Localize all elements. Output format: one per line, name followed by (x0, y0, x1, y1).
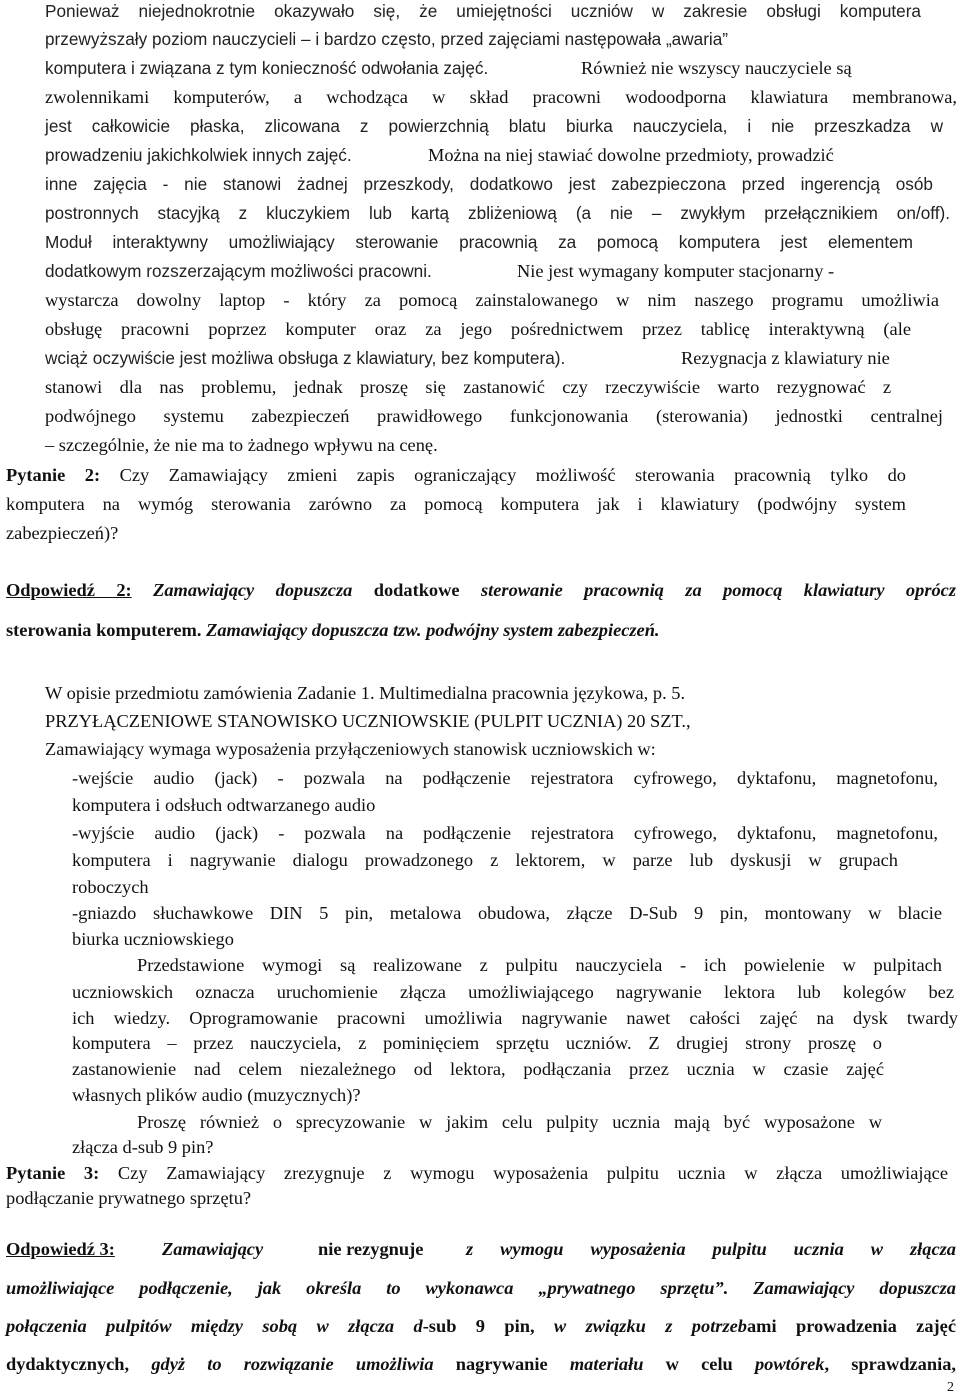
answer-text: gdyż to rozwiązanie umożliwia (129, 1354, 434, 1374)
answer-label: Odpowiedź 2: (6, 580, 132, 600)
description-line: Proszę również o sprecyzowanie w jakim celu pulpity ucznia mają być wyposażone w (137, 1112, 882, 1132)
paragraph-line: wciąż oczywiście jest możliwa obsługa z klawiatury, bez komputera). (45, 348, 566, 368)
description-line: złącza d-sub 9 pin? (72, 1137, 214, 1157)
question-line: zabezpieczeń)? (6, 523, 119, 543)
answer-text: Zamawiający (162, 1239, 264, 1259)
description-line: Przedstawione wymogi są realizowane z pulpitu nauczyciela - ich powielenie w pulpitach (137, 955, 942, 975)
paragraph-line: Rezygnacja z klawiatury nie (681, 348, 890, 368)
paragraph-line: – szczególnie, że nie ma to żadnego wpływu na cenę. (45, 435, 438, 455)
paragraph-line: zwolennikami komputerów, a wchodząca w skład pracowni wodoodporna klawiatura membranowa, (45, 87, 957, 107)
paragraph-line: Moduł interaktywny umożliwiający sterowanie pracownią za pomocą komputera jest elementem (45, 232, 913, 252)
answer-text: Zamawiający dopuszcza (131, 580, 353, 600)
answer-text: nagrywanie (433, 1354, 570, 1374)
answer-label-text: Odpowiedź 3: (6, 1239, 115, 1259)
paragraph-line: Ponieważ niejednokrotnie okazywało się, że umiejętności uczniów w zakresie obsługi komputera (45, 1, 921, 21)
description-line: komputera i odsłuch odtwarzanego audio (72, 795, 376, 815)
description-line: -wejście audio (jack) - pozwala na podłączenie rejestratora cyfrowego, dyktafonu, magnetofonu, (72, 768, 938, 788)
paragraph-line: stanowi dla nas problemu, jednak proszę się zastanowić czy rzeczywiście warto rezygnować z (45, 377, 891, 397)
answer-text: powtórek (754, 1354, 825, 1374)
answer-text: , sprawdzania, (824, 1354, 956, 1374)
paragraph-line: Można na niej stawiać dowolne przedmioty, prowadzić (428, 145, 834, 165)
answer-text: sterowania komputerem. (6, 620, 202, 640)
paragraph-line: postronnych stacyjką z kluczykiem lub kartą zbliżeniową (a nie – zwykłym przełącznikiem on/off). (45, 203, 950, 223)
answer-line (6, 619, 660, 641)
paragraph-line: Również nie wszyscy nauczyciele są (581, 58, 852, 78)
answer-line (6, 1315, 956, 1337)
paragraph-line: Nie jest wymagany komputer stacjonarny - (517, 261, 835, 281)
answer-line: umożliwiające podłączenie, jak określa to wykonawca „prywatnego sprzętu”. Zamawiający dopuszcza (6, 1278, 956, 1298)
paragraph-line: obsługę pracowni poprzez komputer oraz za jego pośrednictwem przez tablicę interaktywną (ale (45, 319, 911, 339)
question-label: Pytanie 2: (6, 465, 101, 485)
description-line: komputera i nagrywanie dialogu prowadzonego z lektorem, w parze lub dyskusji w grupach (72, 850, 898, 870)
page-number: 2 (947, 1380, 954, 1395)
answer-text: w celu (643, 1354, 755, 1374)
answer-line (6, 1353, 956, 1375)
question-line: komputera na wymóg sterowania zarówno za pomocą komputera jak i klawiatury (podwójny system (6, 494, 906, 514)
answer-text: nie rezygnuje (318, 1239, 424, 1259)
description-line: zastanowienie nad celem niezależnego od lektora, podłączania przez ucznia w czasie zajęć (72, 1059, 884, 1079)
answer-text: sterowanie pracownią za pomocą klawiatury oprócz (481, 580, 956, 600)
paragraph-fragment: komputera i związana z tym konieczność odwołania zajęć. (45, 58, 489, 78)
paragraph-line: dodatkowym rozszerzającym możliwości pracowni. (45, 261, 432, 281)
paragraph-line (45, 57, 488, 79)
answer-text: materiału (569, 1354, 644, 1374)
paragraph-line: prowadzeniu jakichkolwiek innych zajęć. (45, 145, 352, 165)
question-3 (6, 1162, 948, 1184)
description-line: biurka uczniowskiego (72, 929, 234, 949)
description-line: ich wiedzy. Oprogramowanie pracowni umożliwia nagrywanie nawet całości zajęć na dysk twardy (72, 1008, 958, 1028)
question-label: Pytanie 3: (6, 1163, 100, 1183)
paragraph-line: przewyższały poziom nauczycieli – i bardzo często, przed zajęciami następowała „awaria” (45, 29, 729, 49)
paragraph-line: podwójnego systemu zabezpieczeń prawidłowego funkcjonowania (sterowania) jednostki centralnej (45, 406, 943, 426)
paragraph-line: jest całkowicie płaska, zlicowana z powierzchnią blatu biurka nauczyciela, i nie przeszkadza w (45, 116, 943, 136)
description-line: uczniowskich oznacza uruchomienie złącza umożliwiającego nagrywanie lektora lub kolegów bez (72, 982, 954, 1002)
question-text: Czy Zamawiający zrezygnuje z wymogu wyposażenia pulpitu ucznia w złącza umożliwiające (99, 1163, 949, 1183)
answer-text: połączenia pulpitów między sobą w złącza d (6, 1316, 423, 1336)
paragraph-line: inne zajęcia - nie stanowi żadnej przeszkody, dodatkowo jest zabezpieczona przed ingerencją osób (45, 174, 933, 194)
description-line: -wyjście audio (jack) - pozwala na podłączenie rejestratora cyfrowego, dyktafonu, magnetofonu, (72, 823, 938, 843)
answer-text: dodatkowe (352, 580, 481, 600)
question-2 (6, 464, 906, 486)
answer-text: dydaktycznych, (6, 1354, 130, 1374)
question-line: podłączanie prywatnego sprzętu? (6, 1188, 252, 1208)
answer-text: w związku z potrzeb (534, 1316, 747, 1336)
answer-text: -sub 9 pin, (422, 1316, 535, 1336)
answer-text: ami prowadzenia zajęć (746, 1316, 956, 1336)
answer-label (6, 1238, 115, 1260)
description-line: Zamawiający wymaga wyposażenia przyłączeniowych stanowisk uczniowskich w: (45, 739, 656, 759)
answer-2 (6, 579, 956, 601)
description-line: roboczych (72, 877, 149, 897)
description-line: W opisie przedmiotu zamówienia Zadanie 1. Multimedialna pracownia językowa, p. 5. (45, 683, 686, 703)
answer-text: z wymogu wyposażenia pulpitu ucznia w złącza (466, 1239, 956, 1259)
description-line: PRZYŁĄCZENIOWE STANOWISKO UCZNIOWSKIE (PULPIT UCZNIA) 20 SZT., (45, 711, 691, 731)
question-text: Czy Zamawiający zmieni zapis ograniczający możliwość sterowania pracownią tylko do (100, 465, 907, 485)
description-line: -gniazdo słuchawkowe DIN 5 pin, metalowa obudowa, złącze D-Sub 9 pin, montowany w blacie (72, 903, 942, 923)
description-line: własnych plików audio (muzycznych)? (72, 1085, 361, 1105)
description-line: komputera – przez nauczyciela, z pominięciem sprzętu uczniów. Z drugiej strony proszę o (72, 1033, 882, 1053)
paragraph-line: wystarcza dowolny laptop - który za pomocą zainstalowanego w nim naszego programu umożliwia (45, 290, 939, 310)
answer-text: Zamawiający dopuszcza tzw. podwójny system zabezpieczeń. (201, 620, 660, 640)
